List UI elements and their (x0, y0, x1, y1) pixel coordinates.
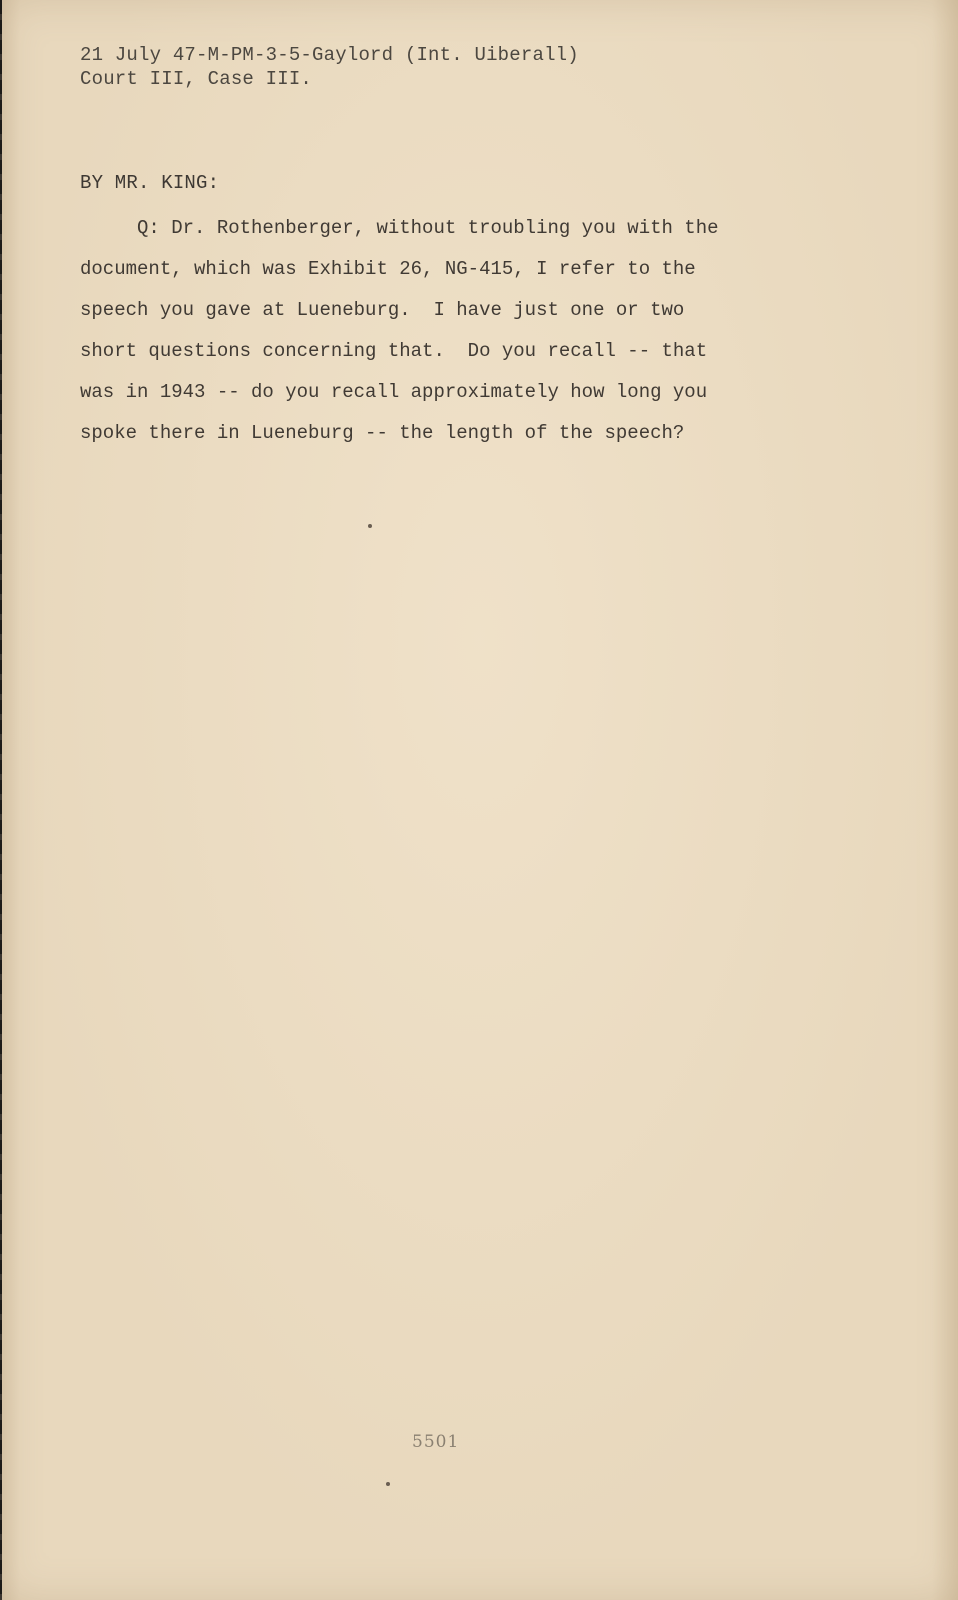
question-line: short questions concerning that. Do you recall -- that (80, 340, 708, 362)
ink-speck (368, 524, 372, 528)
page-number: 5501 (412, 1432, 460, 1452)
question-paragraph (80, 208, 840, 454)
question-line: document, which was Exhibit 26, NG-415, I refer to the (80, 258, 696, 280)
document-page (2, 0, 958, 1600)
question-line: spoke there in Lueneburg -- the length of the speech? (80, 422, 685, 444)
ink-speck (386, 1482, 390, 1486)
examiner-byline: BY MR. KING: (80, 172, 220, 194)
question-line: Q: Dr. Rothenberger, without troubling you with the (80, 217, 719, 239)
transcript-header-court: Court III, Case III. (80, 68, 313, 90)
question-line: was in 1943 -- do you recall approximately how long you (80, 381, 708, 403)
transcript-header-date: 21 July 47-M-PM-3-5-Gaylord (Int. Uiberall) (80, 44, 579, 66)
question-line: speech you gave at Lueneburg. I have just one or two (80, 299, 685, 321)
